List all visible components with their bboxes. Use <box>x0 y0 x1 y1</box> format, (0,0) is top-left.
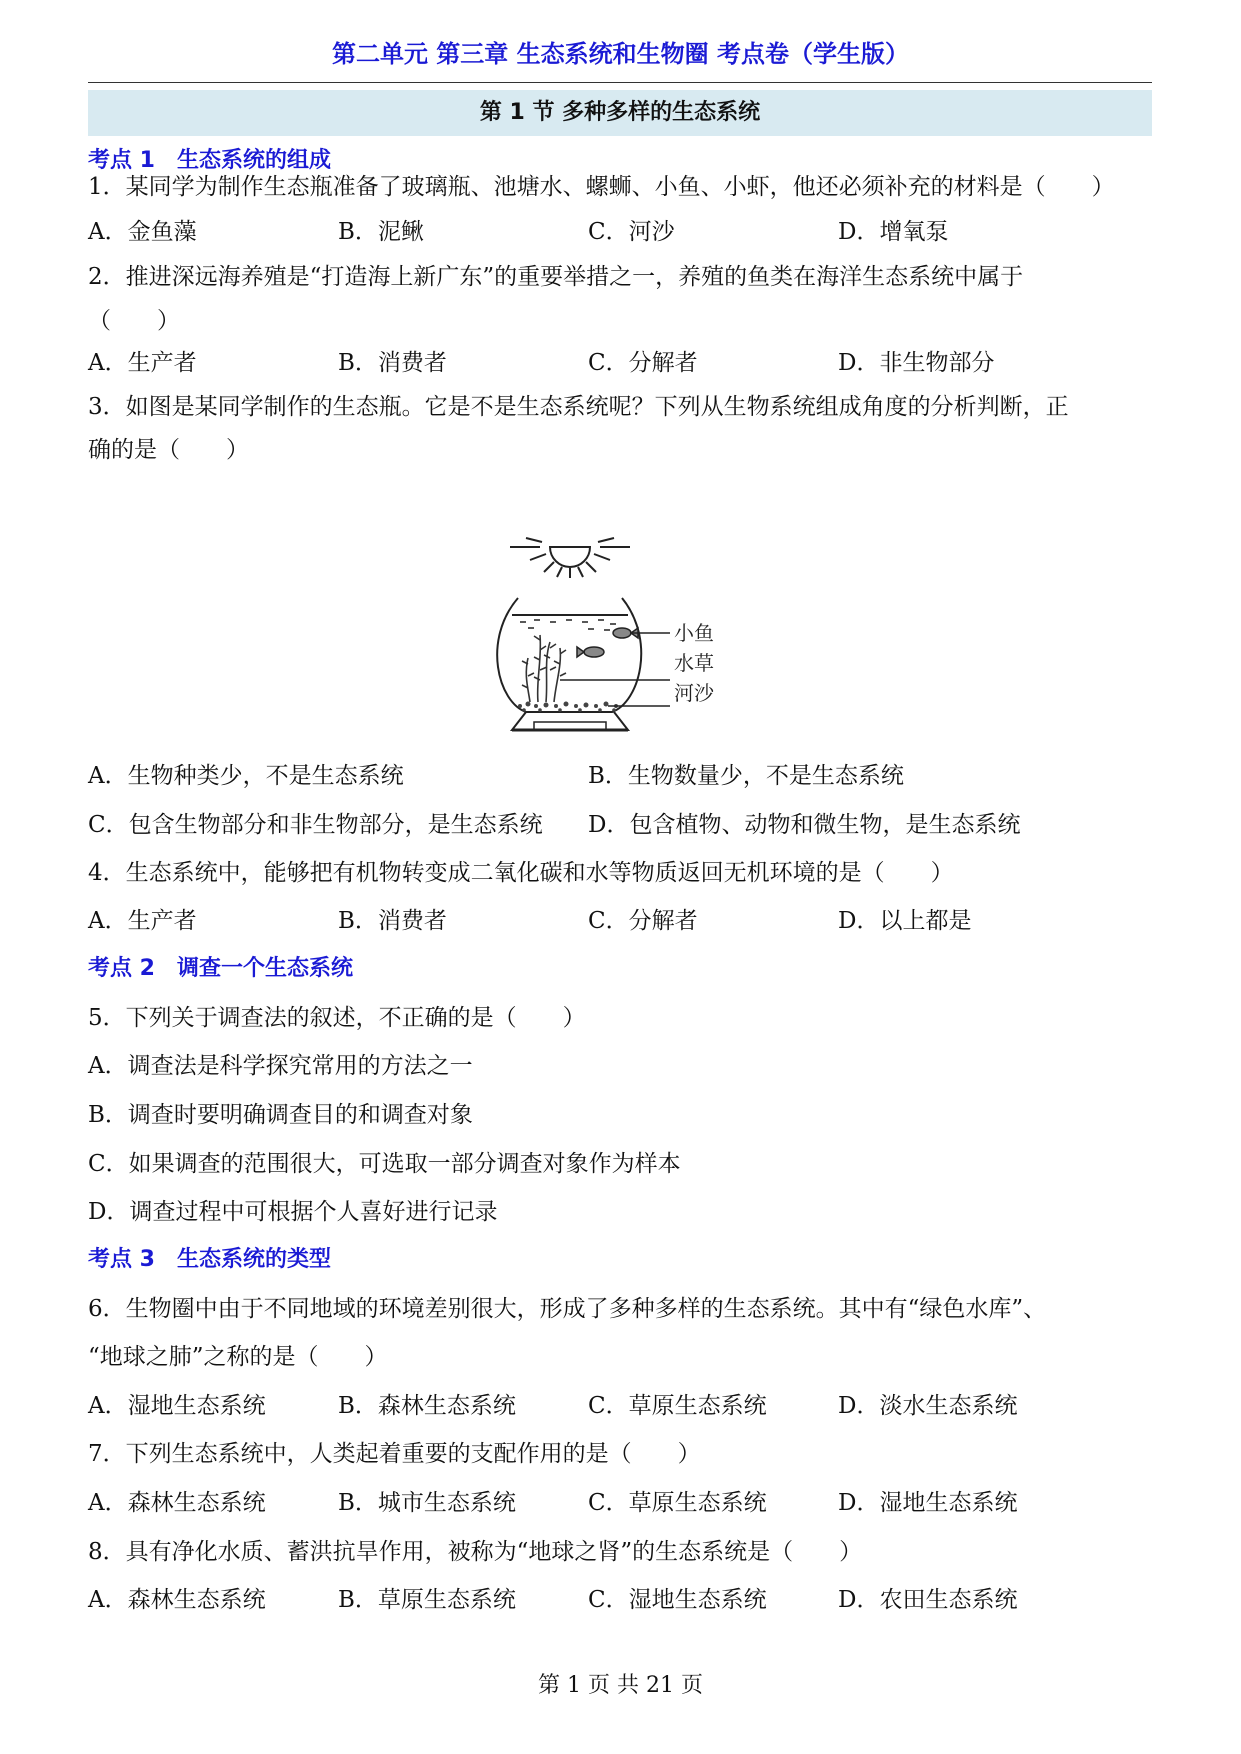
river-sand-icon <box>518 702 618 712</box>
q4-option-b: B．消费者 <box>338 908 447 934</box>
q6-option-b: B．森林生态系统 <box>338 1393 516 1419</box>
q4-option-c: C．分解者 <box>588 908 698 934</box>
q5-option-b: B．调查时要明确调查目的和调查对象 <box>88 1102 473 1128</box>
q4-option-d: D．以上都是 <box>838 908 972 934</box>
q2-option-a: A．生产者 <box>88 350 197 376</box>
kaodian-heading-3: 考点 3 生态系统的类型 <box>88 1247 331 1272</box>
q3-option-c: C．包含生物部分和非生物部分，是生态系统 <box>88 812 543 838</box>
q2-option-b: B．消费者 <box>338 350 447 376</box>
kaodian-heading-1: 考点 1 生态系统的组成 <box>88 148 331 173</box>
q8-option-d: D．农田生态系统 <box>838 1587 1018 1613</box>
water-plant-icon <box>522 635 566 702</box>
q5-option-c: C．如果调查的范围很大，可选取一部分调查对象作为样本 <box>88 1151 681 1177</box>
q7-option-a: A．森林生态系统 <box>88 1490 266 1516</box>
label-small-fish: 小鱼 <box>674 621 714 645</box>
question-3-stem: 3．如图是某同学制作的生态瓶。它是不是生态系统呢？下列从生物系统组成角度的分析判断，正 <box>88 394 1069 420</box>
q6-option-d: D．淡水生态系统 <box>838 1393 1018 1419</box>
q8-option-a: A．森林生态系统 <box>88 1587 266 1613</box>
bottle-icon <box>497 598 641 730</box>
section-title: 第 1 节 多种多样的生态系统 <box>88 90 1152 136</box>
kaodian-heading-2: 考点 2 调查一个生态系统 <box>88 956 353 981</box>
page-header-title: 第二单元 第三章 生态系统和生物圈 考点卷（学生版） <box>331 40 910 68</box>
question-4-stem: 4．生态系统中，能够把有机物转变成二氧化碳和水等物质返回无机环境的是（ ） <box>88 860 954 886</box>
q3-option-d: D．包含植物、动物和微生物，是生态系统 <box>588 812 1021 838</box>
q5-option-d: D．调查过程中可根据个人喜好进行记录 <box>88 1199 498 1225</box>
question-1-stem: 1．某同学为制作生态瓶准备了玻璃瓶、池塘水、螺蛳、小鱼、小虾，他还必须补充的材料是（ ） <box>88 174 1115 200</box>
header-divider <box>88 82 1152 83</box>
q6-option-a: A．湿地生态系统 <box>88 1393 266 1419</box>
q1-option-b: B．泥鳅 <box>338 219 424 245</box>
q1-option-a: A．金鱼藻 <box>88 219 197 245</box>
page-number-footer: 第 1 页 共 21 页 <box>538 1673 703 1698</box>
question-7-stem: 7．下列生态系统中，人类起着重要的支配作用的是（ ） <box>88 1441 701 1467</box>
label-water-plant: 水草 <box>674 651 714 675</box>
fish-icon <box>577 628 638 657</box>
q2-option-d: D．非生物部分 <box>838 350 995 376</box>
q3-option-b: B．生物数量少，不是生态系统 <box>588 763 904 789</box>
leader-lines <box>560 633 670 706</box>
question-3-stem-cont: 确的是（ ） <box>88 437 249 463</box>
q7-option-c: C．草原生态系统 <box>588 1490 767 1516</box>
label-river-sand: 河沙 <box>674 681 714 705</box>
q7-option-d: D．湿地生态系统 <box>838 1490 1018 1516</box>
q1-option-c: C．河沙 <box>588 219 675 245</box>
question-2-stem: 2．推进深远海养殖是“打造海上新广东”的重要举措之一，养殖的鱼类在海洋生态系统中属于 <box>88 264 1024 290</box>
q2-option-c: C．分解者 <box>588 350 698 376</box>
sun-icon <box>510 538 630 578</box>
q4-option-a: A．生产者 <box>88 908 197 934</box>
q6-option-c: C．草原生态系统 <box>588 1393 767 1419</box>
q7-option-b: B．城市生态系统 <box>338 1490 516 1516</box>
q5-option-a: A．调查法是科学探究常用的方法之一 <box>88 1053 473 1079</box>
question-6-stem-cont: “地球之肺”之称的是（ ） <box>88 1344 388 1370</box>
eco-bottle-figure <box>490 530 750 745</box>
question-8-stem: 8．具有净化水质、蓄洪抗旱作用，被称为“地球之肾”的生态系统是（ ） <box>88 1539 863 1565</box>
q1-option-d: D．增氧泵 <box>838 219 949 245</box>
q3-option-a: A．生物种类少，不是生态系统 <box>88 763 404 789</box>
q8-option-c: C．湿地生态系统 <box>588 1587 767 1613</box>
question-6-stem: 6．生物圈中由于不同地域的环境差别很大，形成了多种多样的生态系统。其中有“绿色水库”、 <box>88 1296 1047 1322</box>
question-2-stem-cont: （ ） <box>88 308 180 334</box>
q8-option-b: B．草原生态系统 <box>338 1587 516 1613</box>
question-5-stem: 5．下列关于调查法的叙述，不正确的是（ ） <box>88 1005 586 1031</box>
